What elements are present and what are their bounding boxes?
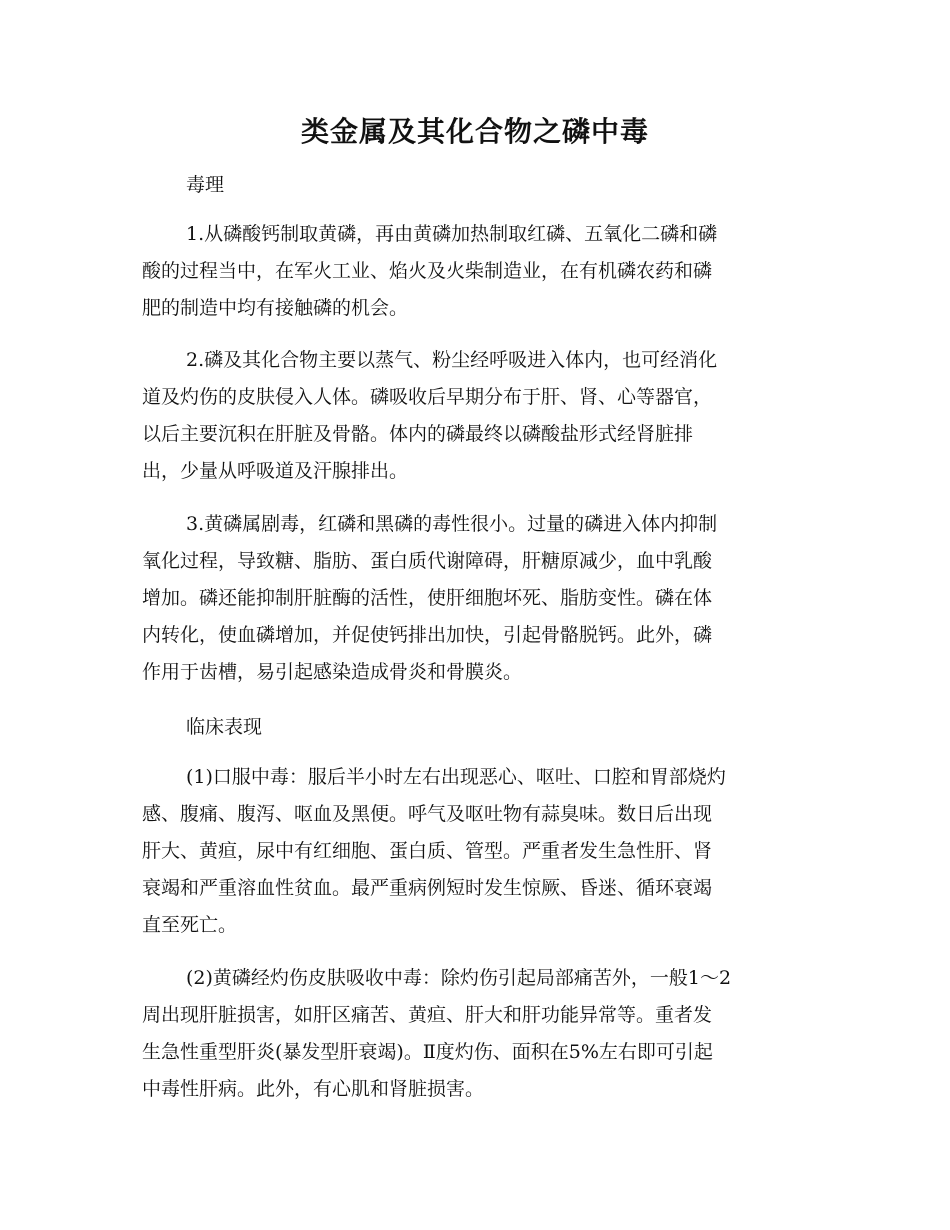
paragraph-clinical-1 (142, 759, 822, 944)
paragraph-line: 中毒性肝病。此外，有心肌和肾脏损害。 (142, 1078, 485, 1100)
paragraph-line: 作用于齿槽，易引起感染造成骨炎和骨膜炎。 (142, 661, 523, 683)
paragraph-line: 酸的过程当中，在军火工业、焰火及火柴制造业，在有机磷农药和磷 (142, 260, 713, 282)
paragraph-line: 感、腹痛、腹泻、呕血及黑便。呼气及呕吐物有蒜臭味。数日后出现 (142, 803, 713, 825)
document-title: 类金属及其化合物之磷中毒 (300, 115, 649, 148)
paragraph-line: 增加。磷还能抑制肝脏酶的活性，使肝细胞坏死、脂肪变性。磷在体 (142, 587, 713, 609)
paragraph-line: 道及灼伤的皮肤侵入人体。磷吸收后早期分布于肝、肾、心等器官， (142, 386, 713, 408)
paragraph-line: (2)黄磷经灼伤皮肤吸收中毒：除灼伤引起局部痛苦外，一般1～2 (186, 967, 732, 989)
paragraph-toxicology-2 (142, 342, 822, 490)
paragraph-line: 周出现肝脏损害，如肝区痛苦、黄疸、肝大和肝功能异常等。重者发 (142, 1004, 713, 1026)
paragraph-line: 直至死亡。 (142, 914, 238, 936)
section-heading-toxicology: 毒理 (186, 174, 225, 196)
paragraph-line: (1)口服中毒：服后半小时左右出现恶心、呕吐、口腔和胃部烧灼 (186, 766, 726, 788)
paragraph-line: 1.从磷酸钙制取黄磷，再由黄磷加热制取红磷、五氧化二磷和磷 (186, 223, 718, 245)
paragraph-line: 氧化过程，导致糖、脂肪、蛋白质代谢障碍，肝糖原减少，血中乳酸 (142, 550, 713, 572)
paragraph-clinical-2 (142, 960, 822, 1108)
paragraph-line: 内转化，使血磷增加，并促使钙排出加快，引起骨骼脱钙。此外，磷 (142, 624, 713, 646)
paragraph-line: 肥的制造中均有接触磷的机会。 (142, 297, 409, 319)
paragraph-line: 生急性重型肝炎(暴发型肝衰竭)。Ⅱ度灼伤、面积在5%左右即可引起 (142, 1041, 713, 1063)
paragraph-line: 衰竭和严重溶血性贫血。最严重病例短时发生惊厥、昏迷、循环衰竭 (142, 877, 713, 899)
paragraph-line: 2.磷及其化合物主要以蒸气、粉尘经呼吸进入体内，也可经消化 (186, 349, 718, 371)
paragraph-line: 3.黄磷属剧毒，红磷和黑磷的毒性很小。过量的磷进入体内抑制 (186, 513, 718, 535)
paragraph-line: 出，少量从呼吸道及汗腺排出。 (142, 460, 409, 482)
section-heading-clinical: 临床表现 (186, 716, 263, 738)
paragraph-line: 肝大、黄疸，尿中有红细胞、蛋白质、管型。严重者发生急性肝、肾 (142, 840, 713, 862)
paragraph-toxicology-3 (142, 506, 822, 691)
paragraph-line: 以后主要沉积在肝脏及骨骼。体内的磷最终以磷酸盐形式经肾脏排 (142, 423, 694, 445)
paragraph-toxicology-1 (142, 216, 822, 327)
